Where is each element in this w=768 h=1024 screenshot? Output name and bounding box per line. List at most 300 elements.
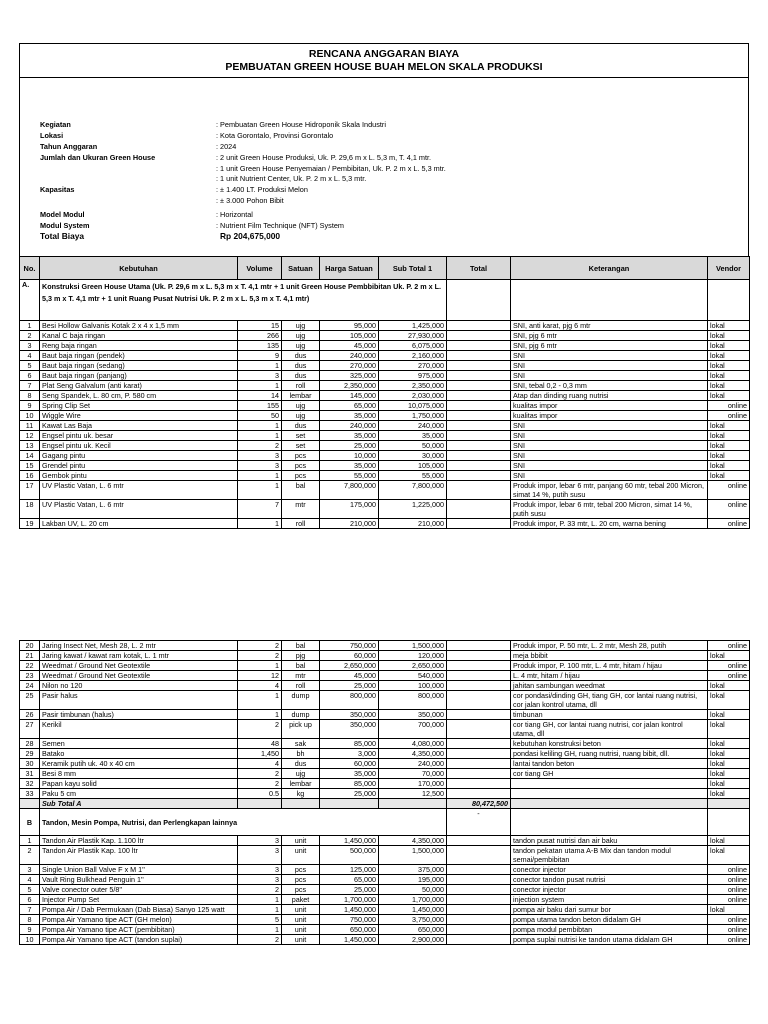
table-cell: 12	[238, 671, 282, 681]
table-row	[20, 759, 750, 769]
table-cell: SNI	[511, 441, 708, 451]
table-cell: pompa suplai nutrisi ke tandon utama didalam GH	[511, 935, 708, 945]
table-cell: 266	[238, 331, 282, 341]
table-cell: lokal	[708, 789, 750, 799]
table-cell: Weedmat / Ground Net Geotextile	[40, 661, 238, 671]
table-cell	[447, 391, 511, 401]
table-cell: SNI	[511, 421, 708, 431]
table-cell	[447, 769, 511, 779]
table-cell: pcs	[282, 875, 320, 885]
table-cell: Seng Spandek, L. 80 cm, P. 580 cm	[40, 391, 238, 401]
table-cell: lembar	[282, 391, 320, 401]
table-cell: Produk impor, lebar 6 mtr, panjang 60 mtr, tebal 200 Micron, simat 14 %, putih susu	[511, 481, 708, 500]
table-cell: ujg	[282, 769, 320, 779]
table-cell: 270,000	[320, 361, 379, 371]
table-cell: injection system	[511, 895, 708, 905]
table-cell: 2,030,000	[379, 391, 447, 401]
table-cell: 27	[20, 720, 40, 739]
table-cell: dus	[282, 421, 320, 431]
table-cell: 350,000	[320, 720, 379, 739]
table-cell: 55,000	[320, 471, 379, 481]
table-cell: Produk impor, P. 100 mtr, L. 4 mtr, hitam / hijau	[511, 661, 708, 671]
info-value-total: Rp 204,675,000	[220, 231, 281, 241]
table-cell: dump	[282, 691, 320, 710]
table-cell	[447, 885, 511, 895]
table-cell	[447, 935, 511, 945]
table-cell: 3	[238, 461, 282, 471]
table-cell	[447, 451, 511, 461]
table-cell: 16	[20, 471, 40, 481]
table-cell: unit	[282, 905, 320, 915]
column-header: Volume	[238, 257, 282, 280]
table-cell: 2,650,000	[320, 661, 379, 671]
table-cell: 3	[20, 341, 40, 351]
table-row	[20, 671, 750, 681]
table-cell: 3,000	[320, 749, 379, 759]
table-cell: Jaring Insect Net, Mesh 28, L. 2 mtr	[40, 641, 238, 651]
table-cell: Pasir timbunan (halus)	[40, 710, 238, 720]
table-cell: Atap dan dinding ruang nutrisi	[511, 391, 708, 401]
table-cell	[447, 681, 511, 691]
table-cell: kg	[282, 789, 320, 799]
table-cell: Pompa Air Yamano tipe ACT (tandon suplai)	[40, 935, 238, 945]
table-cell: 1	[238, 691, 282, 710]
table-cell: Tandon Air Plastik Kap. 1.100 ltr	[40, 836, 238, 846]
table-cell: kualitas impor	[511, 411, 708, 421]
table-cell: Injector Pump Set	[40, 895, 238, 905]
table-cell: 25	[20, 691, 40, 710]
table-cell: online	[708, 401, 750, 411]
table-cell: 50,000	[379, 885, 447, 895]
table-cell: 6,075,000	[379, 341, 447, 351]
table-cell: online	[708, 519, 750, 529]
table-cell: Wiggle Wire	[40, 411, 238, 421]
table-cell: lokal	[708, 749, 750, 759]
table-cell	[447, 371, 511, 381]
table-cell: SNI	[511, 461, 708, 471]
table-cell: 7,800,000	[320, 481, 379, 500]
table-cell: online	[708, 481, 750, 500]
section-b-header	[20, 809, 750, 836]
table-cell: online	[708, 661, 750, 671]
table-cell: 2	[238, 779, 282, 789]
table-cell: online	[708, 885, 750, 895]
table-cell: lokal	[708, 905, 750, 915]
table-cell: dus	[282, 361, 320, 371]
table-cell: 2	[238, 441, 282, 451]
table-cell	[447, 401, 511, 411]
table-cell: 2,350,000	[320, 381, 379, 391]
table-cell: 30,000	[379, 451, 447, 461]
table-cell: 8	[20, 915, 40, 925]
table-cell	[447, 710, 511, 720]
table-cell: Batako	[40, 749, 238, 759]
table-cell	[447, 361, 511, 371]
table-cell: 350,000	[379, 710, 447, 720]
table-cell: Spring Clip Set	[40, 401, 238, 411]
table-cell: unit	[282, 935, 320, 945]
table-cell: 350,000	[320, 710, 379, 720]
table-cell: 10,000	[320, 451, 379, 461]
table-cell: 12,500	[379, 789, 447, 799]
table-row	[20, 865, 750, 875]
table-cell: 33	[20, 789, 40, 799]
table-cell: 7	[20, 905, 40, 915]
table-cell: 1	[20, 836, 40, 846]
table-cell: kebutuhan konstruksi beton	[511, 739, 708, 749]
table-cell: 9	[20, 925, 40, 935]
table-row	[20, 331, 750, 341]
table-cell: 240,000	[320, 421, 379, 431]
table-cell: 3	[238, 836, 282, 846]
table-cell: 1,700,000	[379, 895, 447, 905]
table-cell: cor tiang GH	[511, 769, 708, 779]
table-row	[20, 739, 750, 749]
table-cell: 6	[20, 895, 40, 905]
table-cell: lokal	[708, 451, 750, 461]
section-number: A.	[20, 280, 40, 321]
rab-page-1	[19, 43, 749, 529]
table-cell: Baut baja ringan (sedang)	[40, 361, 238, 371]
table-cell: 7,800,000	[379, 481, 447, 500]
table-cell: unit	[282, 915, 320, 925]
table-cell: Vault Ring Bulkhead Penguin 1''	[40, 875, 238, 885]
table-cell: lokal	[708, 779, 750, 789]
table-row	[20, 341, 750, 351]
table-cell: lokal	[708, 681, 750, 691]
table-cell: 1,425,000	[379, 321, 447, 331]
table-cell: 3	[20, 865, 40, 875]
table-cell: ujg	[282, 331, 320, 341]
column-header: Vendor	[708, 257, 750, 280]
table-cell	[447, 789, 511, 799]
table-cell: 23	[20, 671, 40, 681]
project-info-continued	[19, 174, 749, 256]
table-cell: lokal	[708, 341, 750, 351]
table-row	[20, 915, 750, 925]
table-row	[20, 925, 750, 935]
table-cell: 20	[20, 641, 40, 651]
table-cell: pjg	[282, 651, 320, 661]
table-cell: Paku 5 cm	[40, 789, 238, 799]
table-row	[20, 789, 750, 799]
table-cell: lokal	[708, 351, 750, 361]
table-cell: lokal	[708, 739, 750, 749]
table-cell: 5	[20, 361, 40, 371]
info-value-kapasitas-2: : ± 3.000 Pohon Bibit	[216, 196, 284, 205]
table-row	[20, 691, 750, 710]
table-cell: 105,000	[320, 331, 379, 341]
table-cell: 9	[20, 401, 40, 411]
column-header: Kebutuhan	[40, 257, 238, 280]
table-cell: 35,000	[379, 431, 447, 441]
table-row	[20, 749, 750, 759]
table-cell: 3	[238, 875, 282, 885]
table-cell: 35,000	[320, 461, 379, 471]
table-cell: Gembok pintu	[40, 471, 238, 481]
table-cell: 4,350,000	[379, 836, 447, 846]
table-cell: Pompa Air / Dab Permukaan (Dab Biasa) Sanyo 125 watt	[40, 905, 238, 915]
table-cell: lokal	[708, 710, 750, 720]
table-cell: online	[708, 915, 750, 925]
table-cell: Baut baja ringan (panjang)	[40, 371, 238, 381]
column-header: Satuan	[282, 257, 320, 280]
table-cell: mtr	[282, 671, 320, 681]
table-cell: 375,000	[379, 865, 447, 875]
table-cell: Pasir halus	[40, 691, 238, 710]
table-cell: UV Plastic Vatan, L. 6 mtr	[40, 500, 238, 519]
table-cell	[447, 915, 511, 925]
table-cell: Engsel pintu uk. Kecil	[40, 441, 238, 451]
table-row	[20, 846, 750, 865]
table-cell: 240,000	[379, 421, 447, 431]
table-cell	[447, 720, 511, 739]
table-cell: 750,000	[320, 915, 379, 925]
table-cell: 4,080,000	[379, 739, 447, 749]
table-cell	[447, 671, 511, 681]
table-cell: 24	[20, 681, 40, 691]
table-cell: 540,000	[379, 671, 447, 681]
table-cell: 1,450,000	[379, 905, 447, 915]
table-cell: 15	[20, 461, 40, 471]
table-cell: Plat Seng Galvalum (anti karat)	[40, 381, 238, 391]
table-cell: 0.5	[238, 789, 282, 799]
table-cell: roll	[282, 519, 320, 529]
table-cell: dus	[282, 371, 320, 381]
table-cell	[447, 925, 511, 935]
table-cell: lantai tandon beton	[511, 759, 708, 769]
table-row	[20, 935, 750, 945]
table-cell: pompa utama tandon beton didalam GH	[511, 915, 708, 925]
info-label-total: Total Biaya	[40, 231, 85, 241]
table-cell: 1,700,000	[320, 895, 379, 905]
table-row	[20, 769, 750, 779]
table-cell: 22	[20, 661, 40, 671]
table-cell: roll	[282, 381, 320, 391]
table-cell: 125,000	[320, 865, 379, 875]
table-cell: 65,000	[320, 401, 379, 411]
table-row	[20, 519, 750, 529]
table-cell: 21	[20, 651, 40, 661]
table-cell: 4	[238, 759, 282, 769]
table-cell: 2	[20, 331, 40, 341]
table-cell: Jaring kawat / kawat ram kotak, L. 1 mtr	[40, 651, 238, 661]
table-cell: 1	[20, 321, 40, 331]
table-cell: 1,450,000	[320, 836, 379, 846]
table-cell	[447, 321, 511, 331]
table-cell: Weedmat / Ground Net Geotextile	[40, 671, 238, 681]
subtotal-value: 80,472,500	[447, 799, 511, 809]
info-label-model-modul: Model Modul	[40, 210, 85, 219]
table-cell: Produk impor, lebar 6 mtr, tebal 200 Micron, simat 14 %, putih susu	[511, 500, 708, 519]
table-cell: 500,000	[320, 846, 379, 865]
table-cell: 65,000	[320, 875, 379, 885]
section-title: Tandon, Mesin Pompa, Nutrisi, dan Perlengkapan lainnya	[40, 809, 447, 836]
table-cell: pcs	[282, 461, 320, 471]
table-cell: 650,000	[379, 925, 447, 935]
table-cell: 35,000	[320, 769, 379, 779]
table-cell: 1	[238, 925, 282, 935]
table-cell	[447, 651, 511, 661]
subtotal-label: Sub Total A	[40, 799, 238, 809]
table-cell: 95,000	[320, 321, 379, 331]
table-cell: 45,000	[320, 341, 379, 351]
table-cell: SNI	[511, 351, 708, 361]
table-cell: online	[708, 641, 750, 651]
table-cell: 35,000	[320, 431, 379, 441]
table-cell: 1,500,000	[379, 846, 447, 865]
table-cell: SNI, anti karat, pjg 6 mtr	[511, 321, 708, 331]
table-cell	[447, 739, 511, 749]
table-cell	[447, 846, 511, 865]
table-cell: 800,000	[320, 691, 379, 710]
table-cell: 60,000	[320, 651, 379, 661]
table-cell: lokal	[708, 381, 750, 391]
table-cell: 85,000	[320, 739, 379, 749]
table-cell	[447, 441, 511, 451]
table-cell	[447, 836, 511, 846]
table-cell: ujg	[282, 341, 320, 351]
table-cell: 4	[20, 351, 40, 361]
info-value-model-modul: : Horizontal	[216, 210, 253, 219]
table-cell: conector injector	[511, 885, 708, 895]
table-cell: 14	[238, 391, 282, 401]
table-cell: 28	[20, 739, 40, 749]
table-cell: 800,000	[379, 691, 447, 710]
table-cell: 45,000	[320, 671, 379, 681]
table-cell	[447, 875, 511, 885]
table-cell: 100,000	[379, 681, 447, 691]
info-label-tahun: Tahun Anggaran	[40, 142, 98, 151]
table-cell: lokal	[708, 720, 750, 739]
table-cell: 1	[238, 431, 282, 441]
table-cell: 50	[238, 411, 282, 421]
table-cell: unit	[282, 846, 320, 865]
info-value-tahun: : 2024	[216, 142, 237, 151]
table-row	[20, 481, 750, 500]
table-cell: dus	[282, 351, 320, 361]
table-cell	[447, 865, 511, 875]
table-cell: 1	[238, 471, 282, 481]
table-cell	[447, 500, 511, 519]
table-cell: lokal	[708, 441, 750, 451]
table-cell: 2,900,000	[379, 935, 447, 945]
table-cell: online	[708, 895, 750, 905]
table-cell: 650,000	[320, 925, 379, 935]
table-cell: conector injector	[511, 865, 708, 875]
table-cell: bh	[282, 749, 320, 759]
table-cell: 1,750,000	[379, 411, 447, 421]
table-cell: 4,350,000	[379, 749, 447, 759]
table-row	[20, 885, 750, 895]
table-cell	[447, 641, 511, 651]
table-cell: 1,450	[238, 749, 282, 759]
table-cell: Papan kayu solid	[40, 779, 238, 789]
table-row	[20, 441, 750, 451]
table-cell: 2	[238, 769, 282, 779]
table-cell: 10	[20, 411, 40, 421]
table-cell: 975,000	[379, 371, 447, 381]
table-cell: lokal	[708, 651, 750, 661]
table-cell: 1	[238, 905, 282, 915]
table-row	[20, 471, 750, 481]
table-row	[20, 895, 750, 905]
table-cell: 7	[238, 500, 282, 519]
table-cell: 1,450,000	[320, 905, 379, 915]
table-cell: ujg	[282, 321, 320, 331]
table-row	[20, 500, 750, 519]
table-cell: 3	[238, 371, 282, 381]
table-cell: Kawat Las Baja	[40, 421, 238, 431]
table-cell: 8	[20, 391, 40, 401]
table-cell	[447, 749, 511, 759]
table-row	[20, 391, 750, 401]
table-cell: 1	[238, 710, 282, 720]
info-value-modul-system: : Nutrient Film Technique (NFT) System	[216, 221, 344, 230]
table-row	[20, 641, 750, 651]
table-row	[20, 905, 750, 915]
table-row	[20, 710, 750, 720]
table-cell: SNI, pjg 6 mtr	[511, 331, 708, 341]
table-row	[20, 411, 750, 421]
table-cell: Grendel pintu	[40, 461, 238, 471]
table-cell	[447, 661, 511, 671]
table-cell: Pompa Air Yamano tipe ACT (pembibitan)	[40, 925, 238, 935]
table-cell	[447, 381, 511, 391]
table-cell: Kerikil	[40, 720, 238, 739]
table-cell: 2	[238, 651, 282, 661]
table-cell: ujg	[282, 411, 320, 421]
table-cell: SNI	[511, 371, 708, 381]
table-row	[20, 661, 750, 671]
info-label-lokasi: Lokasi	[40, 131, 64, 140]
rab-table-page-1	[19, 256, 750, 529]
table-cell: 25,000	[320, 681, 379, 691]
section-title: Konstruksi Green House Utama (Uk. P. 29,6 m x L. 5,3 m x T. 4,1 mtr + 1 unit Green House Pembbibitan Uk. P. 2 m x L. 5,3 m x T. 4,1 mtr + 1 unit Ruang Pusat Nutrisi Uk. P. 2 m x L. 5,3 m x T. 4,1 mtr)	[40, 280, 447, 321]
table-cell: sak	[282, 739, 320, 749]
table-cell: lokal	[708, 836, 750, 846]
table-cell: 1,500,000	[379, 641, 447, 651]
table-cell: lokal	[708, 431, 750, 441]
table-cell: 1,450,000	[320, 935, 379, 945]
table-cell: lokal	[708, 371, 750, 381]
table-row	[20, 361, 750, 371]
table-cell: pcs	[282, 885, 320, 895]
table-cell: dus	[282, 759, 320, 769]
table-cell	[447, 331, 511, 341]
table-cell: 4	[238, 681, 282, 691]
table-row	[20, 836, 750, 846]
table-cell: 25,000	[320, 441, 379, 451]
table-cell: 14	[20, 451, 40, 461]
table-cell: unit	[282, 836, 320, 846]
table-row	[20, 651, 750, 661]
table-cell: 1	[238, 381, 282, 391]
table-cell: 10	[20, 935, 40, 945]
table-cell: lokal	[708, 391, 750, 401]
table-cell: 3	[238, 846, 282, 865]
table-cell: Besi 8 mm	[40, 769, 238, 779]
section-a-header	[20, 280, 750, 321]
table-cell: 5	[20, 885, 40, 895]
table-cell: Engsel pintu uk. besar	[40, 431, 238, 441]
table-cell: jahitan sambungan weedmat	[511, 681, 708, 691]
table-row	[20, 720, 750, 739]
table-cell: lembar	[282, 779, 320, 789]
subtotal-a-row	[20, 799, 750, 809]
table-cell	[447, 895, 511, 905]
table-cell: 31	[20, 769, 40, 779]
